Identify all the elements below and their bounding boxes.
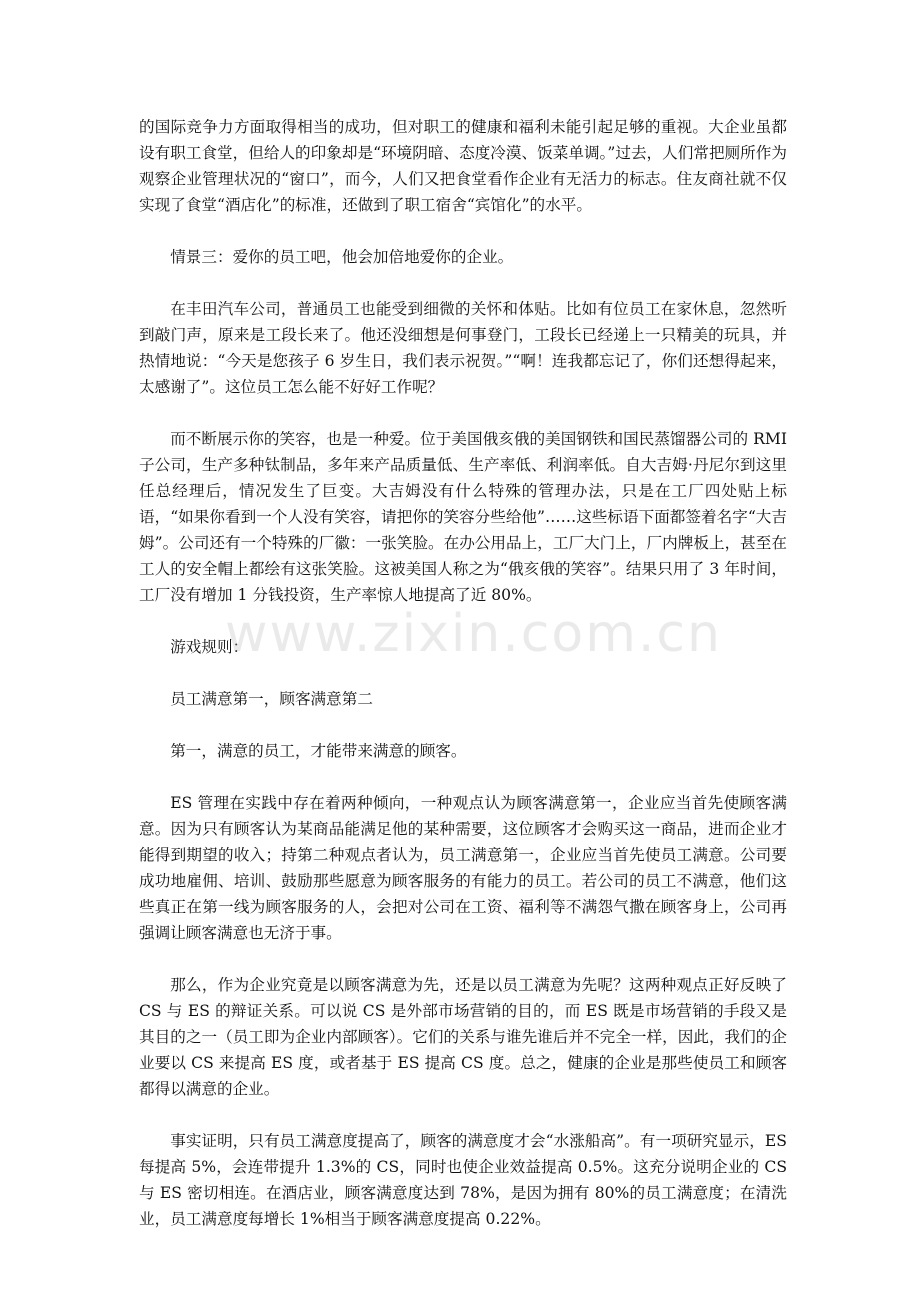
paragraph-cs-es-relation: 那么，作为企业究竟是以顾客满意为先，还是以员工满意为先呢？这两种观点正好反映了 CS 与 ES 的辩证关系。可以说 CS 是外部市场营销的目的，而 ES 既是市场营销的手段又是其目的之一（员工即为企业内部顾客）。它们的关系与谁先谁后并不完全一样，因此，我们的企业要以 CS 来提高 ES 度，或者基于 ES 提高 CS 度。总之，健康的企业是那些使员工和顾客都得以满意的企业。	[139, 976, 787, 1098]
paragraph-toyota: 在丰田汽车公司，普通员工也能受到细微的关怀和体贴。比如有位员工在家休息，忽然听到敲门声，原来是工段长来了。他还没细想是何事登门，工段长已经递上一只精美的玩具，并热情地说：“今天是您孩子 6 岁生日，我们表示祝贺。”“啊！连我都忘记了，你们还想得起来，太感谢了”。这位员工怎么能不好好工作呢？	[139, 300, 787, 396]
paragraph-es-management: ES 管理在实践中存在着两种倾向，一种观点认为顾客满意第一，企业应当首先使顾客满意。因为只有顾客认为某商品能满足他的某种需要，这位顾客才会购买这一商品，进而企业才能得到期望的收入；持第二种观点者认为，员工满意第一，企业应当首先使员工满意。公司要成功地雇佣、培训、鼓励那些愿意为顾客服务的有能力的员工。若公司的员工不满意，他们这些真正在第一线为顾客服务的人，会把对公司在工资、福利等不满怨气撒在顾客身上，公司再强调让顾客满意也无济于事。	[139, 794, 787, 942]
watermark: www.zixin.com.cn	[225, 604, 722, 664]
scenario-three-heading: 情景三：爱你的员工吧，他会加倍地爱你的企业。	[170, 248, 514, 266]
paragraph-continued: 的国际竞争力方面取得相当的成功，但对职工的健康和福利未能引起足够的重视。大企业虽都设有职工食堂，但给人的印象却是“环境阴暗、态度冷漠、饭菜单调。”过去，人们常把厕所作为观察企业管理状况的“窗口”，而今，人们又把食堂看作企业有无活力的标志。住友商社就不仅实现了食堂“酒店化”的标准，还做到了职工宿舍“宾馆化”的水平。	[139, 118, 787, 214]
game-rules-heading: 游戏规则：	[170, 638, 249, 656]
rule-first: 第一，满意的员工，才能带来满意的顾客。	[170, 742, 467, 760]
document-body	[139, 114, 787, 1232]
rule-title: 员工满意第一，顾客满意第二	[170, 690, 373, 708]
paragraph-smile: 而不断展示你的笑容，也是一种爱。位于美国俄亥俄的美国钢铁和国民蒸馏器公司的 RMI 子公司，生产多种钛制品，多年来产品质量低、生产率低、利润率低。自大吉姆·丹尼尔到这里任总经理后，情况发生了巨变。大吉姆没有什么特殊的管理办法，只是在工厂四处贴上标语，“如果你看到一个人没有笑容，请把你的笑容分些给他”……这些标语下面都签着名字“大吉姆”。公司还有一个特殊的厂徽：一张笑脸。在办公用品上，工厂大门上，厂内牌板上，甚至在工人的安全帽上都绘有这张笑脸。这被美国人称之为“俄亥俄的笑容”。结果只用了 3 年时间，工厂没有增加 1 分钱投资，生产率惊人地提高了近 80%。	[139, 430, 787, 604]
paragraph-evidence: 事实证明，只有员工满意度提高了，顾客的满意度才会“水涨船高”。有一项研究显示，ES 每提高 5%，会连带提升 1.3%的 CS，同时也使企业效益提高 0.5%。这充分说明企业的 CS 与 ES 密切相连。在酒店业，顾客满意度达到 78%，是因为拥有 80%的员工满意度；在清洗业，员工满意度每增长 1%相当于顾客满意度提高 0.22%。	[139, 1132, 787, 1228]
